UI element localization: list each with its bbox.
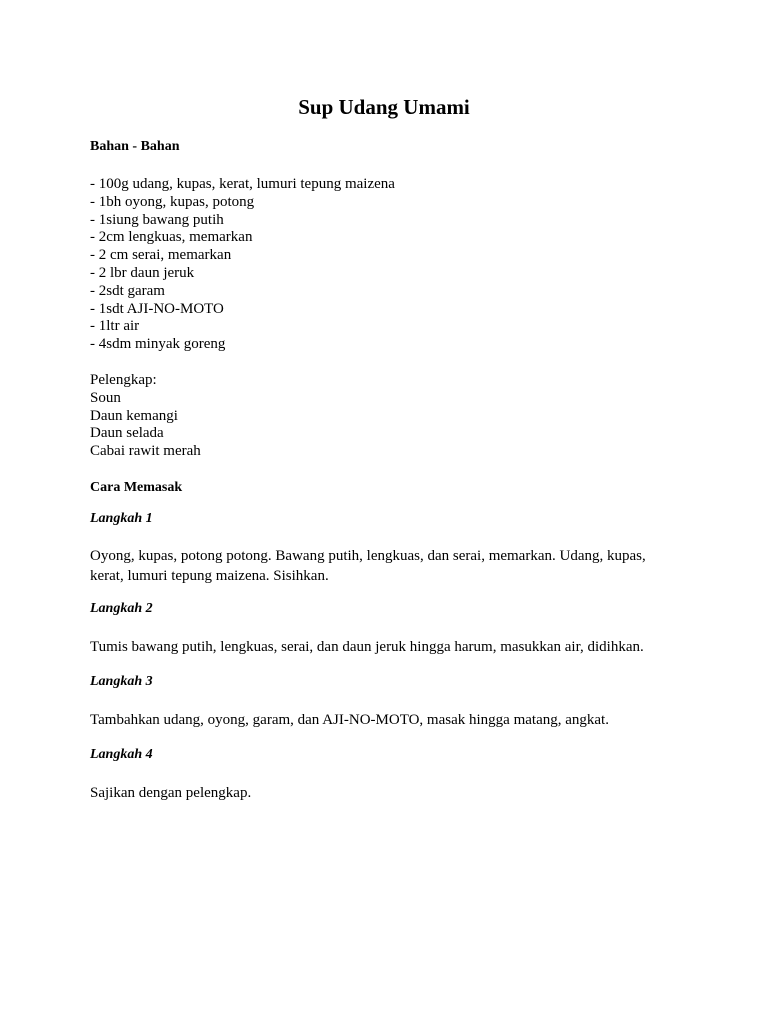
complement-item: Daun selada xyxy=(90,425,164,442)
ingredient-item: - 2cm lengkuas, memarkan xyxy=(90,229,253,246)
step-1-heading: Langkah 1 xyxy=(90,511,153,526)
step-2-heading: Langkah 2 xyxy=(90,601,153,616)
ingredient-item: - 1siung bawang putih xyxy=(90,211,224,228)
complements-label: Pelengkap: xyxy=(90,372,157,388)
step-4-heading: Langkah 4 xyxy=(90,747,153,762)
ingredient-item: - 2 lbr daun jeruk xyxy=(90,264,195,281)
ingredient-item: - 4sdm minyak goreng xyxy=(90,336,226,353)
complement-item: Cabai rawit merah xyxy=(90,443,201,460)
ingredient-item: - 2 cm serai, memarkan xyxy=(90,247,232,264)
complements-list xyxy=(90,372,201,461)
ingredient-item: - 1sdt AJI-NO-MOTO xyxy=(90,300,224,317)
step-2-text: Tumis bawang putih, lengkuas, serai, dan daun jeruk hingga harum, masukkan air, didihkan. xyxy=(90,639,644,655)
complement-item: Soun xyxy=(90,389,121,406)
ingredients-heading: Bahan - Bahan xyxy=(90,139,180,154)
ingredient-item: - 1ltr air xyxy=(90,318,140,335)
step-1-text: Oyong, kupas, potong potong. Bawang putih, lengkuas, dan serai, memarkan. Udang, kupas, kerat, lumuri tepung maizena. Sisihkan. xyxy=(90,548,646,584)
step-3-text: Tambahkan udang, oyong, garam, dan AJI-NO-MOTO, masak hingga matang, angkat. xyxy=(90,712,609,728)
ingredient-item: - 1bh oyong, kupas, potong xyxy=(90,193,255,210)
step-4-text: Sajikan dengan pelengkap. xyxy=(90,785,252,801)
complement-item: Daun kemangi xyxy=(90,407,178,424)
method-heading: Cara Memasak xyxy=(90,480,183,495)
ingredients-list xyxy=(90,176,395,354)
document-title: Sup Udang Umami xyxy=(298,95,470,119)
ingredient-item: - 2sdt garam xyxy=(90,282,165,299)
ingredient-item: - 100g udang, kupas, kerat, lumuri tepung maizena xyxy=(90,176,395,192)
step-3-heading: Langkah 3 xyxy=(90,674,153,689)
